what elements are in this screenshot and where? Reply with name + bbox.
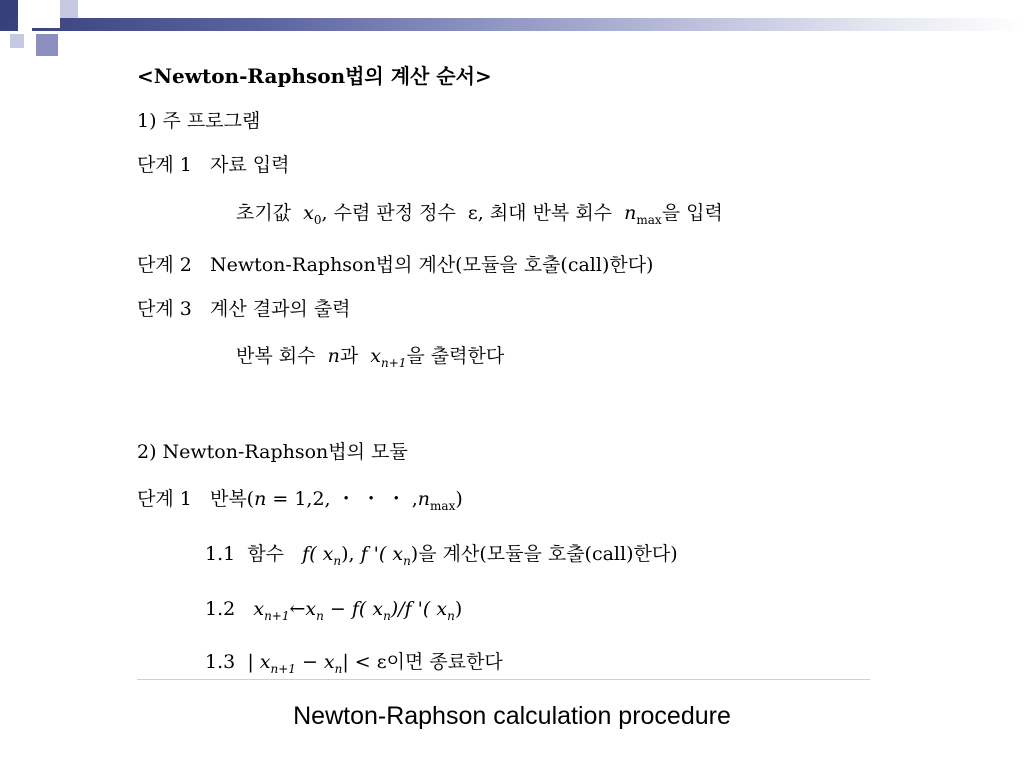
- epsilon-symbol: ε: [376, 651, 387, 673]
- step-label: 단계 2: [137, 254, 192, 276]
- step-title: Newton-Raphson법의 계산(모듈을 호출(call)한다): [209, 254, 654, 276]
- main-step1-line: [137, 156, 289, 175]
- decor-square: [60, 0, 78, 18]
- subscript: n+1: [264, 609, 290, 623]
- decor-square: [10, 34, 24, 48]
- text: ): [454, 598, 463, 620]
- module-step1-line: [137, 488, 463, 513]
- var-x: x: [259, 651, 271, 673]
- text: 을 입력: [661, 202, 723, 224]
- subscript: 0: [313, 213, 322, 227]
- var-x: x: [323, 651, 335, 673]
- step-title: 계산 결과의 출력: [209, 298, 351, 320]
- subscript: n: [447, 609, 455, 623]
- main-step1-detail: [236, 202, 723, 227]
- text: 과: [339, 345, 359, 367]
- text: )/f '( x: [390, 598, 448, 620]
- module-sub1-line: [205, 543, 678, 568]
- var-n: n: [624, 202, 637, 224]
- step-label: 단계 1: [137, 488, 192, 510]
- step-title: 자료 입력: [209, 154, 290, 176]
- decor-square: [0, 0, 18, 18]
- subscript: n: [333, 554, 342, 568]
- left-arrow-symbol: ←: [289, 598, 306, 620]
- subscript: n: [316, 609, 324, 623]
- subscript: n+1: [380, 356, 407, 370]
- text: , 수렴 판정 정수: [321, 202, 456, 224]
- var-n: n: [327, 345, 340, 367]
- text: |: [342, 651, 349, 673]
- module-sub3-line: [205, 651, 503, 676]
- text: 함수: [247, 543, 285, 565]
- text: − f( x: [323, 598, 384, 620]
- var-x: x: [305, 598, 317, 620]
- module-heading: 2) Newton-Raphson법의 모듈: [137, 441, 408, 463]
- func-f: f( x: [302, 543, 334, 565]
- text: ),: [341, 543, 355, 565]
- subscript: n+1: [270, 662, 296, 676]
- text: <: [348, 651, 377, 673]
- decor-square: [36, 34, 58, 56]
- var-n: n: [417, 488, 431, 510]
- epsilon-symbol: ε: [467, 202, 478, 224]
- var-x: x: [303, 202, 314, 224]
- text: , 최대 반복 회수: [477, 202, 613, 224]
- subscript: max: [430, 499, 456, 513]
- sub-number: 1.3: [205, 651, 236, 673]
- text: = 1,2, ・ ・ ・ ,: [266, 488, 418, 510]
- divider: [137, 679, 870, 680]
- text: 반복 회수: [236, 345, 316, 367]
- text: 반복(: [209, 488, 255, 510]
- decor-gradient-bar: [0, 18, 1024, 31]
- main-step3-line: [137, 300, 351, 319]
- module-sub2-line: [205, 598, 463, 623]
- text: ): [410, 543, 419, 565]
- var-x: x: [370, 345, 381, 367]
- main-program-heading: 1) 주 프로그램: [137, 110, 261, 132]
- text: 이면 종료한다: [386, 651, 503, 673]
- var-x: x: [253, 598, 265, 620]
- decor-square: [18, 18, 32, 32]
- text: 초기값: [236, 202, 292, 224]
- subscript: n: [334, 662, 343, 676]
- sub-number: 1.2: [205, 598, 236, 620]
- main-step2-line: [137, 256, 653, 275]
- subscript: n: [403, 554, 411, 568]
- var-n: n: [254, 488, 267, 510]
- text: 을 출력한다: [406, 345, 505, 367]
- text: 을 계산(모듈을 호출(call)한다): [418, 543, 678, 565]
- text: −: [295, 651, 324, 673]
- subscript: max: [636, 213, 662, 227]
- sub-number: 1.1: [205, 543, 236, 565]
- document-title: <Newton-Raphson법의 계산 순서>: [137, 64, 492, 88]
- text: |: [247, 651, 260, 673]
- decor-square: [32, 0, 60, 28]
- func-f-prime: f '( x: [360, 543, 404, 565]
- step-label: 단계 3: [137, 298, 192, 320]
- step-label: 단계 1: [137, 154, 192, 176]
- subscript: n: [383, 609, 391, 623]
- caption: Newton-Raphson calculation procedure: [293, 702, 731, 730]
- text: ): [455, 488, 463, 510]
- main-step3-detail: [236, 345, 505, 370]
